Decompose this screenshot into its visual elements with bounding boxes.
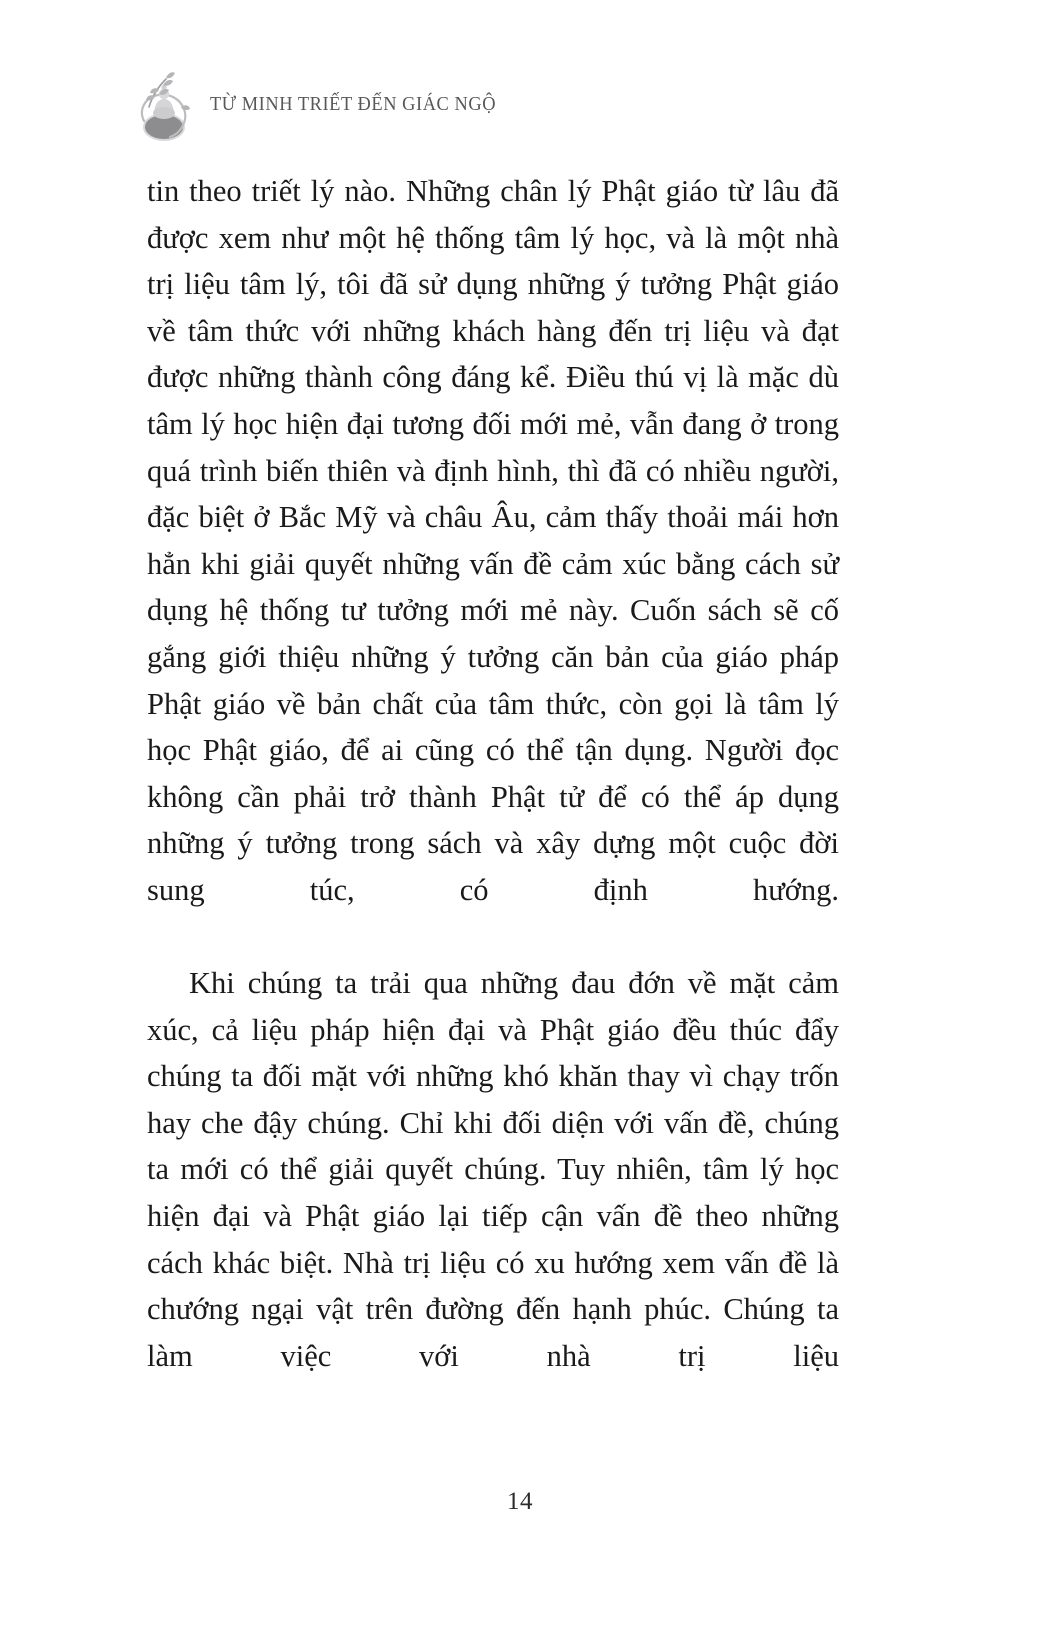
running-head-title: TỪ MINH TRIẾT ĐẾN GIÁC NGỘ [210,93,497,115]
page-number: 14 [507,1488,533,1515]
body-text-block [147,168,839,1426]
meditating-buddha-with-bodhi-branch-icon [136,63,198,147]
body-paragraph: Khi chúng ta trải qua những đau đớn về mặt cảm xúc, cả liệu pháp hiện đại và Phật giáo đều thúc đẩy chúng ta đối mặt với những khó khăn thay vì chạy trốn hay che đậy chúng. Chỉ khi đối diện với vấn đề, chúng ta mới có thể giải quyết chúng. Tuy nhiên, tâm lý học hiện đại và Phật giáo lại tiếp cận vấn đề theo những cách khác biệt. Nhà trị liệu có xu hướng xem vấn đề là chướng ngại vật trên đường đến hạnh phúc. Chúng ta làm việc với nhà trị liệu [147,966,839,1373]
running-head [136,62,836,148]
body-paragraph: tin theo triết lý nào. Những chân lý Phật giáo từ lâu đã được xem như một hệ thống tâm lý học, và là một nhà trị liệu tâm lý, tôi đã sử dụng những ý tưởng Phật giáo về tâm thức với những khách hàng đến trị liệu và đạt được những thành công đáng kể. Điều thú vị là mặc dù tâm lý học hiện đại tương đối mới mẻ, vẫn đang ở trong quá trình biến thiên và định hình, thì đã có nhiều người, đặc biệt ở Bắc Mỹ và châu Âu, cảm thấy thoải mái hơn hẳn khi giải quyết những vấn đề cảm xúc bằng cách sử dụng hệ thống tư tưởng mới mẻ này. Cuốn sách sẽ cố gắng giới thiệu những ý tưởng căn bản của giáo pháp Phật giáo về bản chất của tâm thức, còn gọi là tâm lý học Phật giáo, để ai cũng có thể tận dụng. Người đọc không cần phải trở thành Phật tử để có thể áp dụng những ý tưởng trong sách và xây dựng một cuộc đời sung túc, có định hướng. [147,174,839,907]
